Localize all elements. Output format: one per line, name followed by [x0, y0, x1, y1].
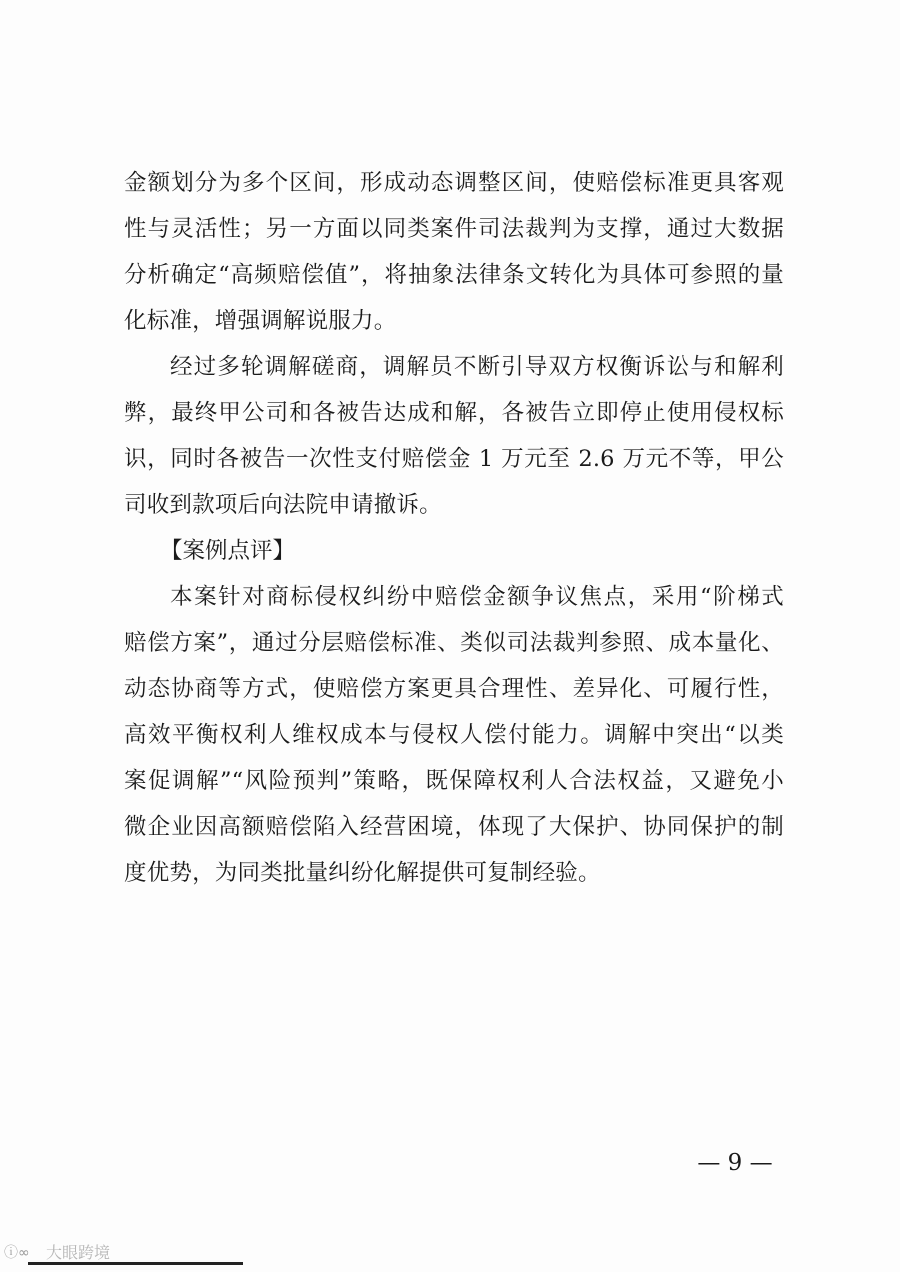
watermark-logo-icon: ⓘ∞ — [4, 1245, 30, 1261]
text-line: 弊，最终甲公司和各被告达成和解，各被告立即停止使用侵权标 — [124, 400, 784, 426]
page-number: — 9 — — [697, 1150, 773, 1176]
text-line: 案促调解”“风险预判”策略，既保障权利人合法权益，又避免小 — [124, 768, 784, 794]
watermark — [4, 1243, 204, 1269]
text-line: 本案针对商标侵权纠纷中赔偿金额争议焦点，采用“阶梯式 — [170, 584, 784, 610]
text-line: 度优势，为同类批量纠纷化解提供可复制经验。 — [124, 860, 601, 886]
body-text — [124, 160, 784, 896]
bottom-rule — [28, 1262, 243, 1265]
watermark-text: 大眼跨境 — [46, 1243, 111, 1262]
text-line: 微企业因高额赔偿陷入经营困境，体现了大保护、协同保护的制 — [124, 814, 784, 840]
text-line: 分析确定“高频赔偿值”，将抽象法律条文转化为具体可参照的量 — [124, 262, 784, 288]
text-line: 经过多轮调解磋商，调解员不断引导双方权衡诉讼与和解利 — [170, 354, 784, 380]
text-line: 金额划分为多个区间，形成动态调整区间，使赔偿标准更具客观 — [124, 170, 784, 196]
text-line: 动态协商等方式，使赔偿方案更具合理性、差异化、可履行性， — [124, 676, 784, 702]
section-heading: 【案例点评】 — [160, 538, 296, 564]
text-line: 司收到款项后向法院申请撤诉。 — [124, 492, 442, 518]
text-line: 高效平衡权利人维权成本与侵权人偿付能力。调解中突出“以类 — [124, 722, 784, 748]
text-line: 赔偿方案”，通过分层赔偿标准、类似司法裁判参照、成本量化、 — [124, 630, 784, 656]
text-line: 性与灵活性；另一方面以同类案件司法裁判为支撑，通过大数据 — [124, 216, 784, 242]
text-line: 化标准，增强调解说服力。 — [124, 308, 397, 334]
text-line: 识，同时各被告一次性支付赔偿金 1 万元至 2.6 万元不等，甲公 — [124, 446, 784, 472]
